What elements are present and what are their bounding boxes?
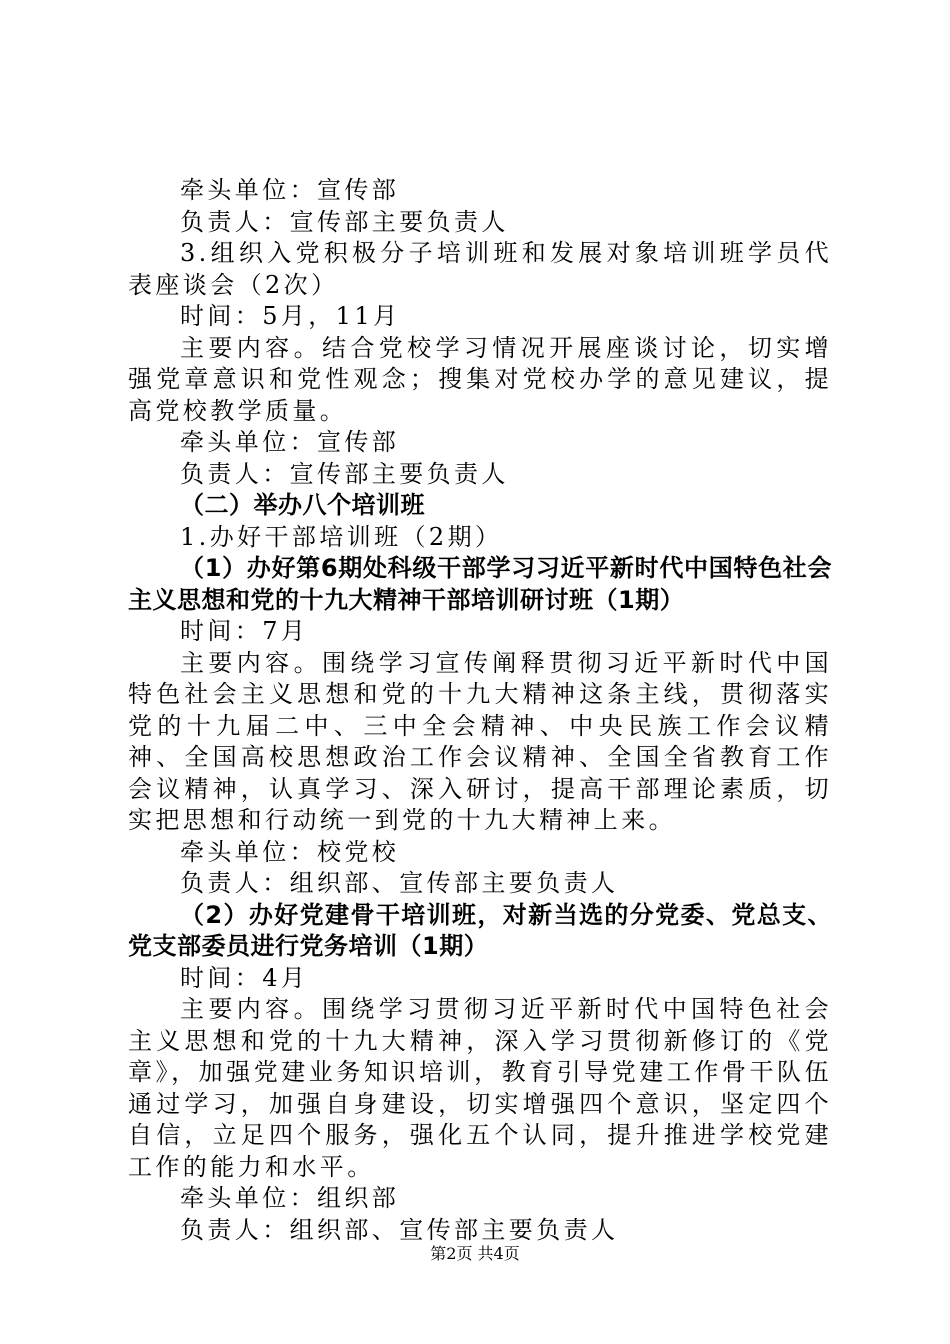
section-heading: （二）举办八个培训班 [180, 491, 425, 519]
paragraph: 主要内容。围绕学习贯彻习近平新时代中国特色社会主义思想和党的十九大精神，深入学习贯彻新修订的《党章》，加强党建业务知识培训，教育引导党建工作骨干队伍通过学习，加强自身建设，切实增强四个意识，坚定四个自信，立足四个服务，强化五个认同，提升推进学校党建工作的能力和水平。 [128, 995, 832, 1181]
paragraph: 时间：5月，11月 [180, 302, 401, 330]
paragraph: 负责人：组织部、宣传部主要负责人 [180, 1215, 619, 1244]
paragraph: 牵头单位：组织部 [180, 1184, 400, 1212]
paragraph: 负责人：组织部、宣传部主要负责人 [180, 869, 619, 897]
paragraph: 牵头单位：宣传部 [180, 428, 400, 456]
paragraph: 时间：7月 [180, 617, 309, 645]
subsection-heading: （1）办好第6期处科级干部学习习近平新时代中国特色社会主义思想和党的十九大精神干部培训研讨班（1期） [128, 554, 832, 614]
paragraph: 主要内容。结合党校学习情况开展座谈讨论，切实增强党章意识和党性观念；搜集对党校办学的意见建议，提高党校教学质量。 [128, 333, 832, 425]
paragraph: 负责人：宣传部主要负责人 [180, 207, 509, 236]
document-body [128, 175, 832, 1246]
page-footer: 第2页 共4页 [430, 1244, 520, 1263]
paragraph: 3.组织入党积极分子培训班和发展对象培训班学员代表座谈会（2次） [128, 239, 832, 299]
paragraph: 牵头单位：校党校 [180, 837, 400, 866]
paragraph: 时间：4月 [180, 963, 309, 992]
paragraph: 负责人：宣传部主要负责人 [180, 459, 509, 488]
paragraph: 主要内容。围绕学习宣传阐释贯彻习近平新时代中国特色社会主义思想和党的十九大精神这条主线，贯彻落实党的十九届二中、三中全会精神、中央民族工作会议精神、全国高校思想政治工作会议精神、全国全省教育工作会议精神，认真学习、深入研讨，提高干部理论素质，切实把思想和行动统一到党的十九大精神上来。 [128, 648, 832, 834]
paragraph: 牵头单位：宣传部 [180, 176, 400, 204]
subsection-heading: （2）办好党建骨干培训班，对新当选的分党委、党总支、党支部委员进行党务培训（1期） [128, 900, 832, 960]
paragraph: 1.办好干部培训班（2期） [180, 522, 503, 551]
